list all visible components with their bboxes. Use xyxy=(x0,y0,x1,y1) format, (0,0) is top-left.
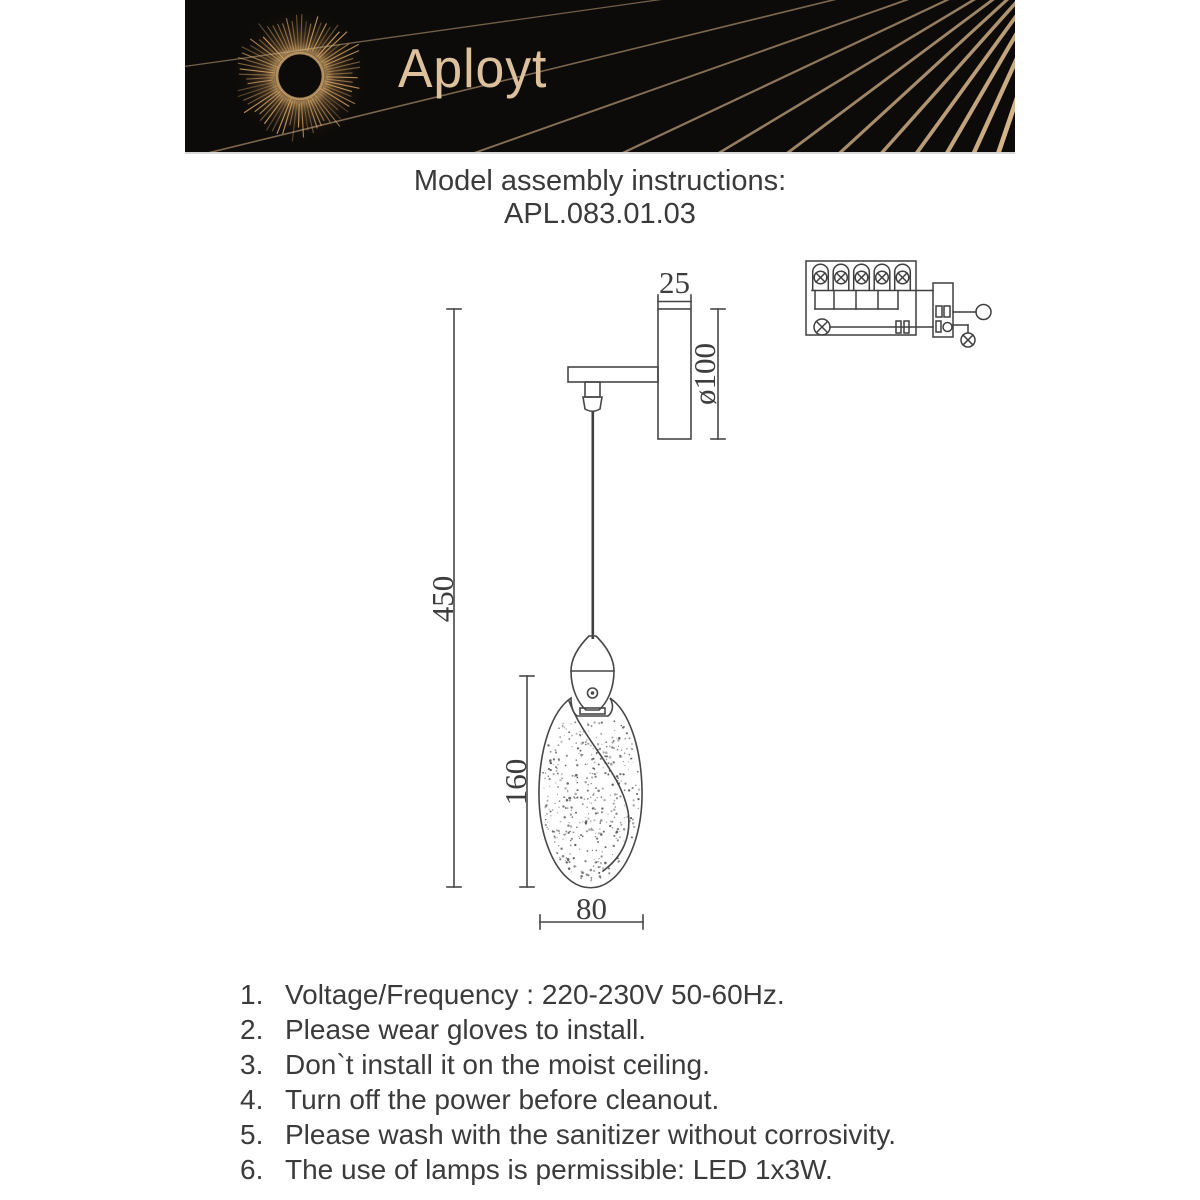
list-item xyxy=(240,1082,1015,1117)
item-number: 1. xyxy=(240,979,264,1010)
mounting-arm xyxy=(568,367,658,411)
list-item xyxy=(240,1012,1015,1047)
item-text: Turn off the power before cleanout. xyxy=(285,1084,720,1115)
holder-screw-icon xyxy=(591,691,595,695)
lamp-symbol-icon xyxy=(814,319,830,335)
dimension-bracket-depth xyxy=(658,265,691,308)
model-number: APL.083.01.03 xyxy=(504,198,696,230)
dim-label-160: 160 xyxy=(498,758,533,806)
dim-label-450: 450 xyxy=(425,575,460,623)
dimension-backplate-diameter xyxy=(687,309,725,439)
sunburst-center xyxy=(279,55,322,98)
dim-label-100: ø100 xyxy=(687,343,722,405)
brand-banner xyxy=(185,0,1015,154)
lamp-shade xyxy=(539,698,642,888)
item-number: 2. xyxy=(240,1014,264,1045)
dim-label-80: 80 xyxy=(576,891,607,926)
item-number: 6. xyxy=(240,1154,264,1185)
switch-symbol-icon xyxy=(976,305,991,320)
lamp-symbols xyxy=(813,264,911,290)
item-number: 4. xyxy=(240,1084,264,1115)
shade-seam xyxy=(569,701,629,871)
lamp-symbol-icon xyxy=(961,333,975,347)
item-number: 5. xyxy=(240,1119,264,1150)
banner-artwork xyxy=(185,0,1015,152)
dimension-shade-width xyxy=(540,891,643,929)
instructions-list xyxy=(240,977,1015,1187)
brand-name: Aployt xyxy=(398,37,548,99)
item-text: Voltage/Frequency : 220-230V 50-60Hz. xyxy=(285,979,785,1010)
dim-label-25: 25 xyxy=(659,265,690,300)
list-item xyxy=(240,977,1015,1012)
item-text: Please wear gloves to install. xyxy=(285,1014,647,1045)
technical-drawing xyxy=(185,239,1015,939)
dimension-shade-height xyxy=(498,676,534,887)
page-title: Model assembly instructions: xyxy=(413,165,787,197)
list-item xyxy=(240,1152,1015,1187)
instruction-sheet xyxy=(185,0,1015,1187)
lamp-holder xyxy=(571,636,614,714)
wiring-diagram xyxy=(806,261,991,347)
item-text: The use of lamps is permissible: LED 1x3W. xyxy=(285,1154,833,1185)
title-block xyxy=(185,165,1015,231)
list-item xyxy=(240,1047,1015,1082)
item-text: Please wash with the sanitizer without corrosivity. xyxy=(285,1119,897,1150)
item-number: 3. xyxy=(240,1049,264,1080)
list-item xyxy=(240,1117,1015,1152)
item-text: Don`t install it on the moist ceiling. xyxy=(285,1049,710,1080)
dimension-suspension-height xyxy=(425,309,461,887)
